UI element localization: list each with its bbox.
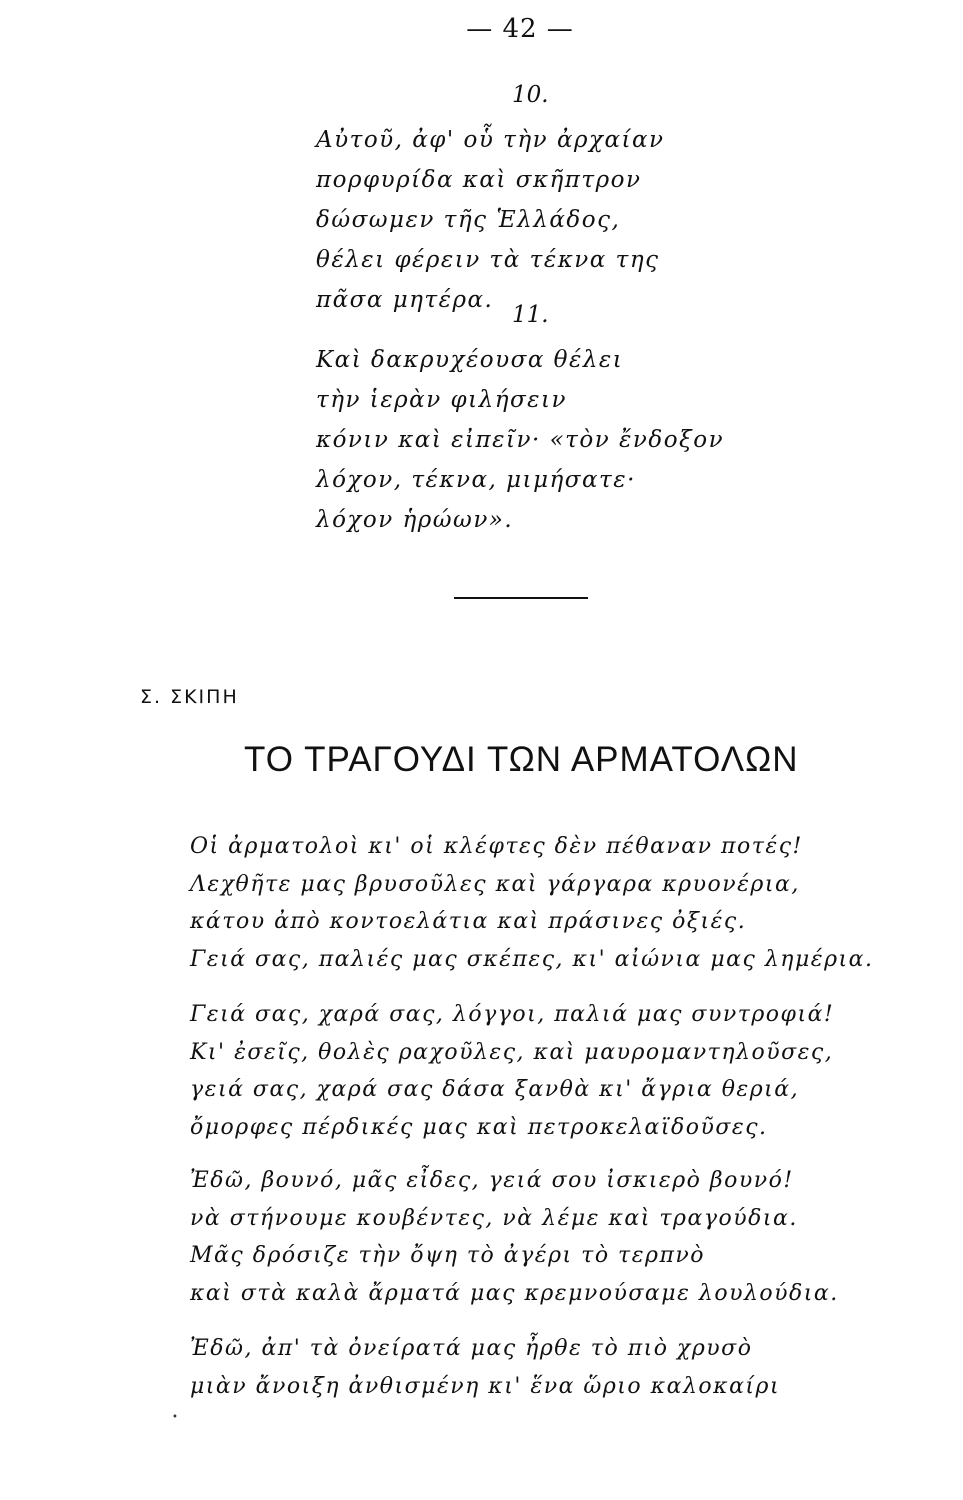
verse-line: κόνιν καὶ εἰπεῖν· «τὸν ἔνδοξον bbox=[316, 427, 725, 453]
verse-line: δώσωμεν τῆς Ἑλλάδος, bbox=[316, 207, 621, 233]
verse-line: θέλει φέρειν τὰ τέκνα της bbox=[316, 247, 660, 273]
verse-line: πᾶσα μητέρα. bbox=[316, 287, 494, 313]
poem-line: γειά σας, χαρά σας δάσα ξανθὰ κι' ἄγρια θεριά, bbox=[190, 1077, 800, 1102]
verse-line: Αὐτοῦ, ἀφ' οὗ τὴν ἀρχαίαν bbox=[316, 127, 665, 153]
poem-line: Γειά σας, χαρά σας, λόγγοι, παλιά μας συντροφιά! bbox=[190, 1002, 835, 1027]
poem-line: Ἐδῶ, βουνό, μᾶς εἶδες, γειά σου ἰσκιερὸ βουνό! bbox=[190, 1168, 794, 1193]
poem-stanza bbox=[190, 828, 890, 978]
stanza-number: 10. bbox=[512, 82, 549, 108]
verse-line: πορφυρίδα καὶ σκῆπτρον bbox=[316, 167, 642, 193]
poem-line: Οἱ ἀρματολοὶ κι' οἱ κλέφτες δὲν πέθαναν ποτές! bbox=[190, 834, 803, 859]
poem-line: Ἐδῶ, ἀπ' τὰ ὀνείρατά μας ἦρθε τὸ πιὸ χρυσὸ bbox=[190, 1336, 753, 1361]
stanza bbox=[316, 120, 665, 320]
stanza-number: 11. bbox=[512, 302, 549, 328]
poem-stanza bbox=[190, 1162, 890, 1312]
verse-line: τὴν ἱερὰν φιλήσειν bbox=[316, 387, 568, 413]
poem-stanza bbox=[190, 1330, 890, 1405]
margin-mark: • bbox=[172, 1412, 178, 1423]
poem-title: ΤΟ ΤΡΑΓΟΥΔΙ ΤΩΝ ΑΡΜΑΤΟΛΩΝ bbox=[244, 740, 799, 779]
page-number: — 42 — bbox=[466, 14, 574, 44]
poem-line: καὶ στὰ καλὰ ἄρματά μας κρεμνούσαμε λουλούδια. bbox=[190, 1280, 839, 1306]
section-divider bbox=[454, 597, 588, 599]
poem-stanza bbox=[190, 996, 890, 1146]
verse-line: λόχον, τέκνα, μιμήσατε· bbox=[316, 467, 636, 493]
poem-line: Λεχθῆτε μας βρυσοῦλες καὶ γάργαρα κρυονέρια, bbox=[190, 871, 800, 897]
poem-line: Μᾶς δρόσιζε τὴν ὄψη τὸ ἀγέρι τὸ τερπνὸ bbox=[190, 1243, 706, 1268]
poem-line: νὰ στήνουμε κουβέντες, νὰ λέμε καὶ τραγούδια. bbox=[190, 1205, 798, 1231]
poem-line: ὄμορφες πέρδικές μας καὶ πετροκελαϊδοῦσες. bbox=[190, 1114, 768, 1140]
poem-line: μιὰν ἄνοιξη ἀνθισμένη κι' ἕνα ὥριο καλοκαίρι bbox=[190, 1373, 781, 1399]
verse-line: Καὶ δακρυχέουσα θέλει bbox=[316, 347, 624, 373]
poem-line: Γειά σας, παλιές μας σκέπες, κι' αἰώνια μας λημέρια. bbox=[190, 946, 874, 972]
poem-line: Κι' ἐσεῖς, θολὲς ραχοῦλες, καὶ μαυρομαντηλοῦσες, bbox=[190, 1039, 834, 1065]
author-name: Σ. ΣΚΙΠΗ bbox=[140, 686, 239, 708]
stanza bbox=[316, 340, 724, 540]
verse-line: λόχον ἡρώων». bbox=[316, 507, 514, 533]
poem-line: κάτου ἀπὸ κοντοελάτια καὶ πράσινες ὀξιές. bbox=[190, 909, 747, 934]
